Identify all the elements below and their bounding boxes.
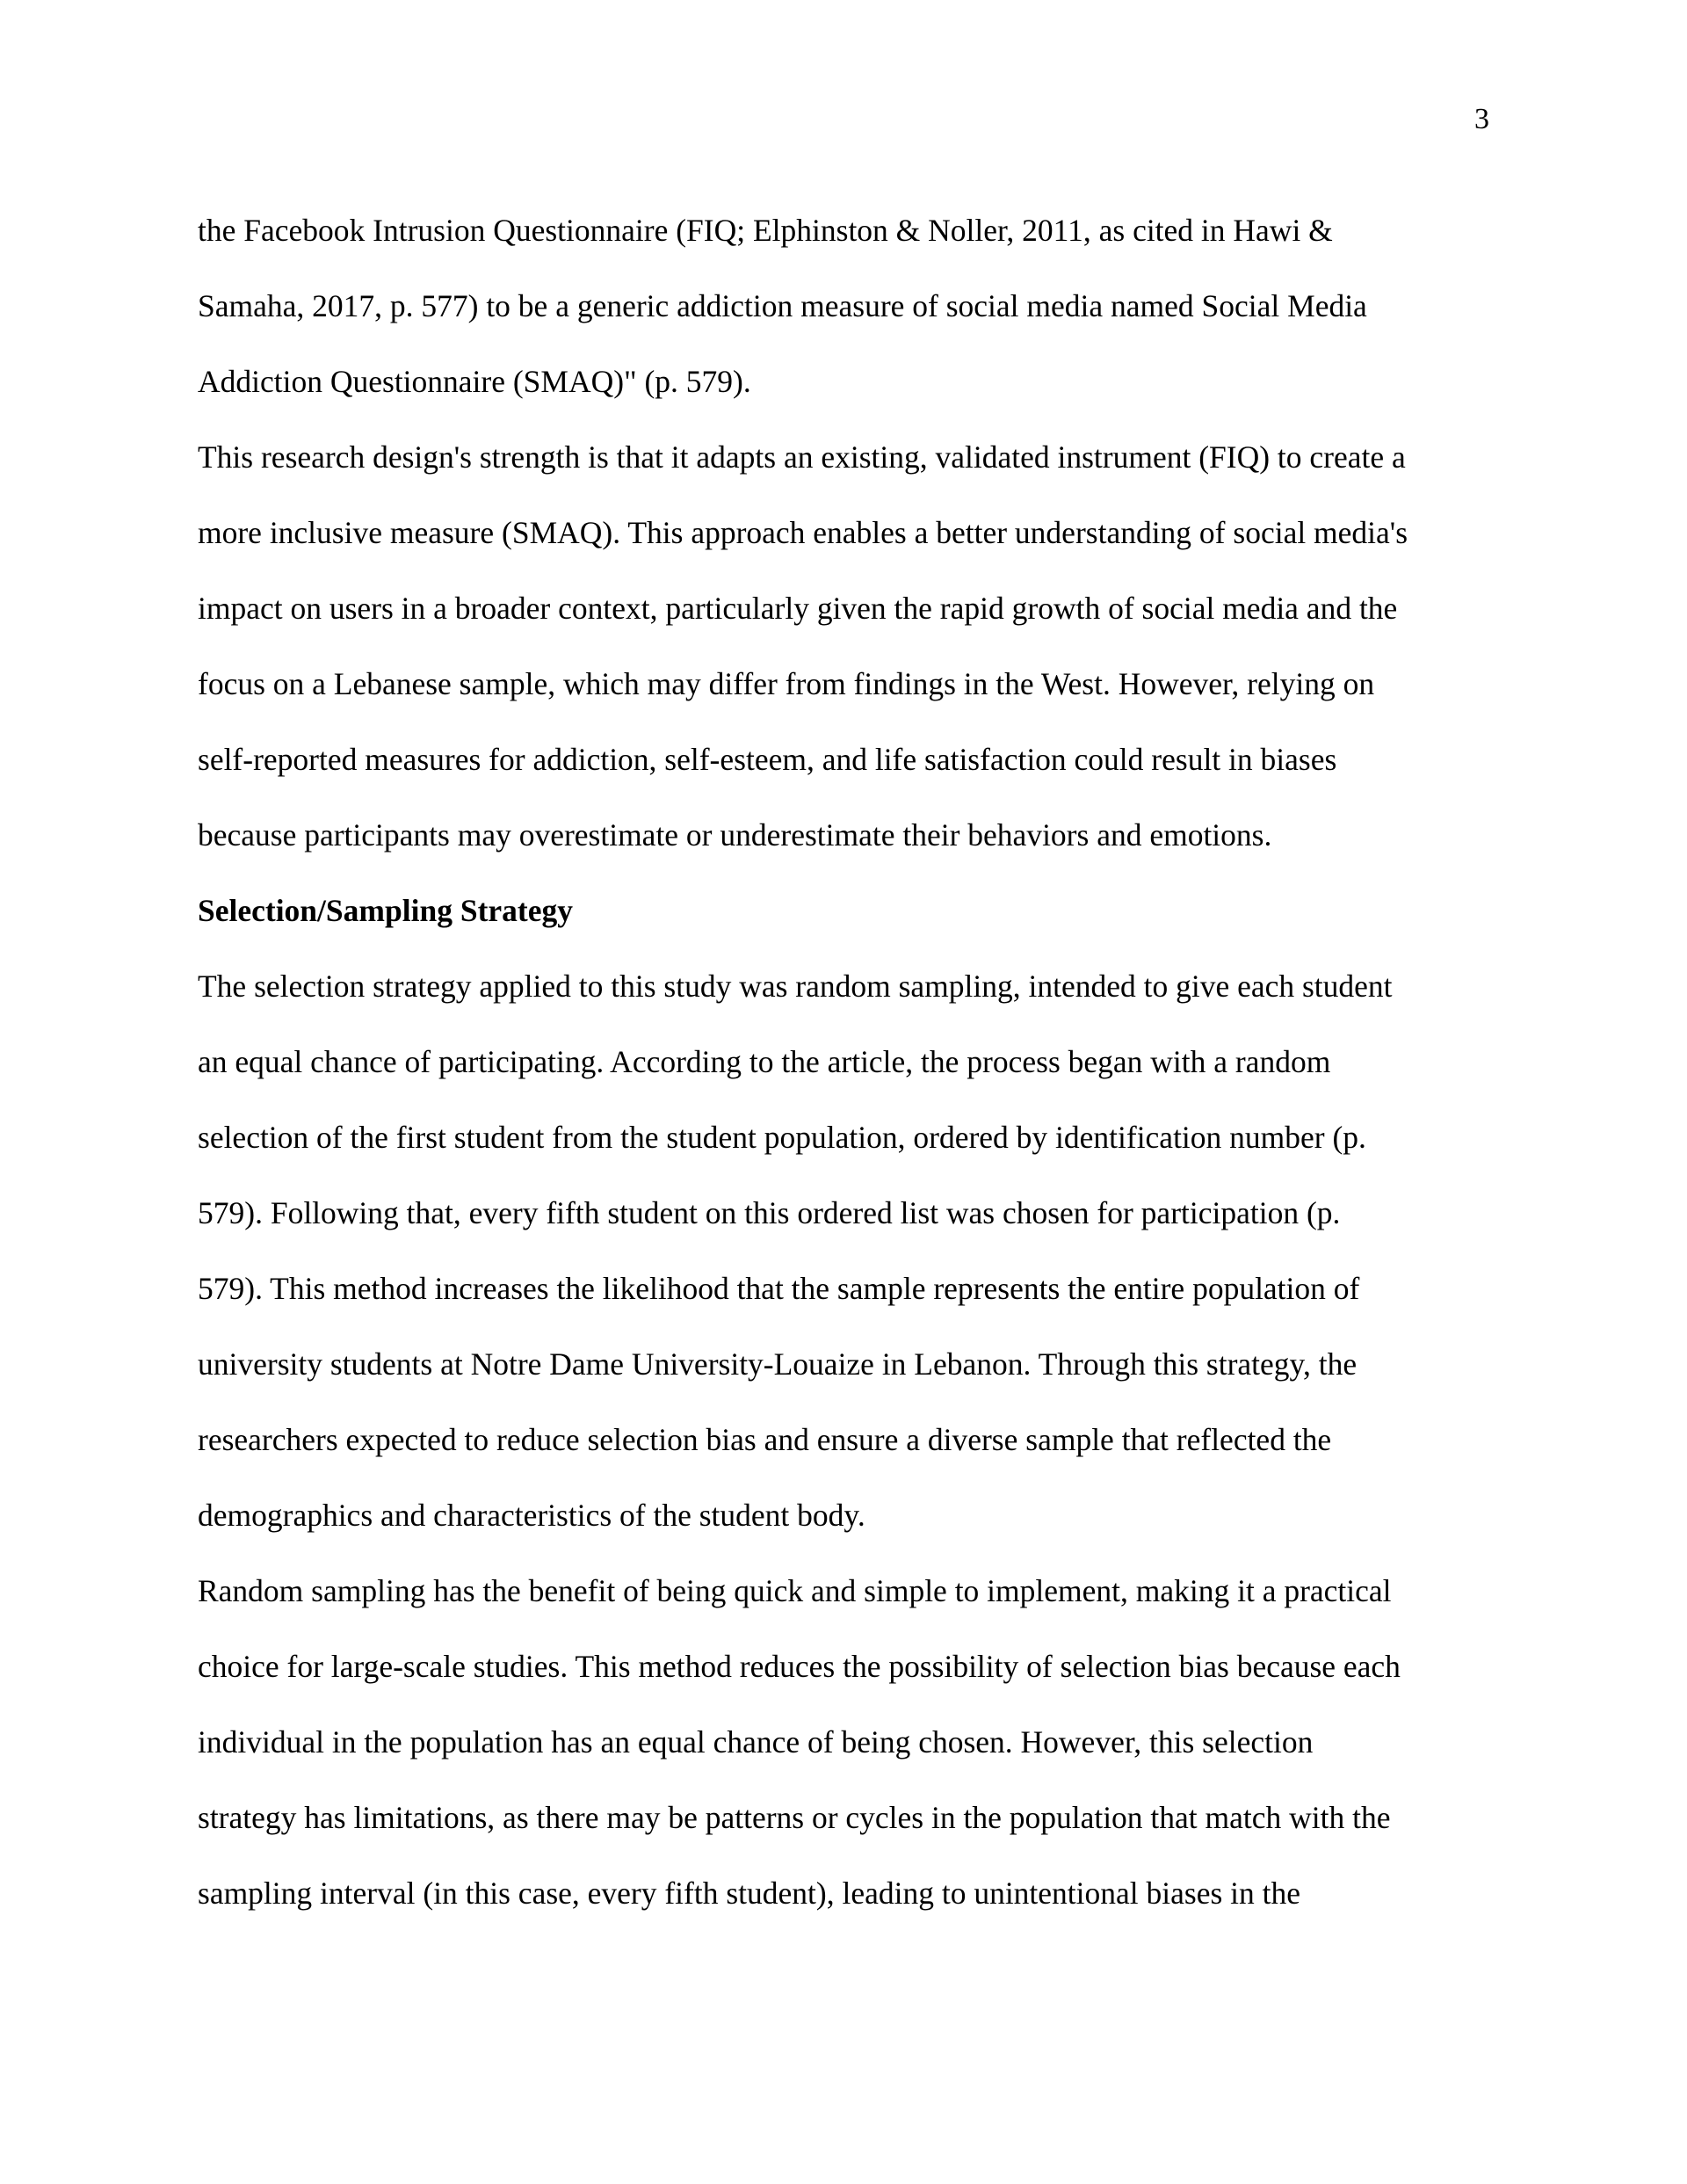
text-line: impact on users in a broader context, particularly given the rapid growth of social media and the xyxy=(198,591,1398,626)
paragraph-selection-strategy xyxy=(198,948,1489,1553)
text-line: focus on a Lebanese sample, which may differ from findings in the West. However, relying on xyxy=(198,666,1375,701)
text-line: strategy has limitations, as there may be patterns or cycles in the population that match with the xyxy=(198,1800,1391,1835)
paragraph-fiq-continuation xyxy=(198,192,1489,419)
text-line: researchers expected to reduce selection bias and ensure a diverse sample that reflected the xyxy=(198,1422,1332,1457)
page-number: 3 xyxy=(1474,103,1489,135)
text-line: the Facebook Intrusion Questionnaire (FIQ; Elphinston & Noller, 2011, as cited in Hawi & xyxy=(198,213,1333,248)
text-line: more inclusive measure (SMAQ). This approach enables a better understanding of social media's xyxy=(198,515,1408,550)
text-line: The selection strategy applied to this study was random sampling, intended to give each student xyxy=(198,969,1393,1004)
text-line: because participants may overestimate or underestimate their behaviors and emotions. xyxy=(198,817,1272,853)
text-line: demographics and characteristics of the student body. xyxy=(198,1498,865,1533)
text-line: Addiction Questionnaire (SMAQ)" (p. 579). xyxy=(198,364,751,399)
text-line: This research design's strength is that it adapts an existing, validated instrument (FIQ) to create a xyxy=(198,439,1406,475)
paragraph-design-strength xyxy=(198,419,1489,873)
text-line: 579). This method increases the likelihood that the sample represents the entire population of xyxy=(198,1271,1360,1306)
section-heading: Selection/Sampling Strategy xyxy=(198,893,573,928)
text-line: selection of the first student from the student population, ordered by identification number (p. xyxy=(198,1120,1366,1155)
text-line: Samaha, 2017, p. 577) to be a generic addiction measure of social media named Social Media xyxy=(198,288,1367,323)
text-line: choice for large-scale studies. This method reduces the possibility of selection bias because each xyxy=(198,1649,1401,1684)
text-line: self-reported measures for addiction, self-esteem, and life satisfaction could result in biases xyxy=(198,742,1337,777)
text-line: university students at Notre Dame University-Louaize in Lebanon. Through this strategy, the xyxy=(198,1346,1358,1382)
text-line: individual in the population has an equal chance of being chosen. However, this selection xyxy=(198,1724,1314,1760)
text-line: an equal chance of participating. According to the article, the process began with a random xyxy=(198,1044,1331,1079)
text-line: 579). Following that, every fifth student on this ordered list was chosen for participation (p. xyxy=(198,1195,1341,1230)
document-body xyxy=(198,192,1489,1931)
text-line: Random sampling has the benefit of being quick and simple to implement, making it a practical xyxy=(198,1573,1392,1608)
paragraph-random-sampling xyxy=(198,1553,1489,1931)
text-line: sampling interval (in this case, every fifth student), leading to unintentional biases in the xyxy=(198,1876,1301,1911)
